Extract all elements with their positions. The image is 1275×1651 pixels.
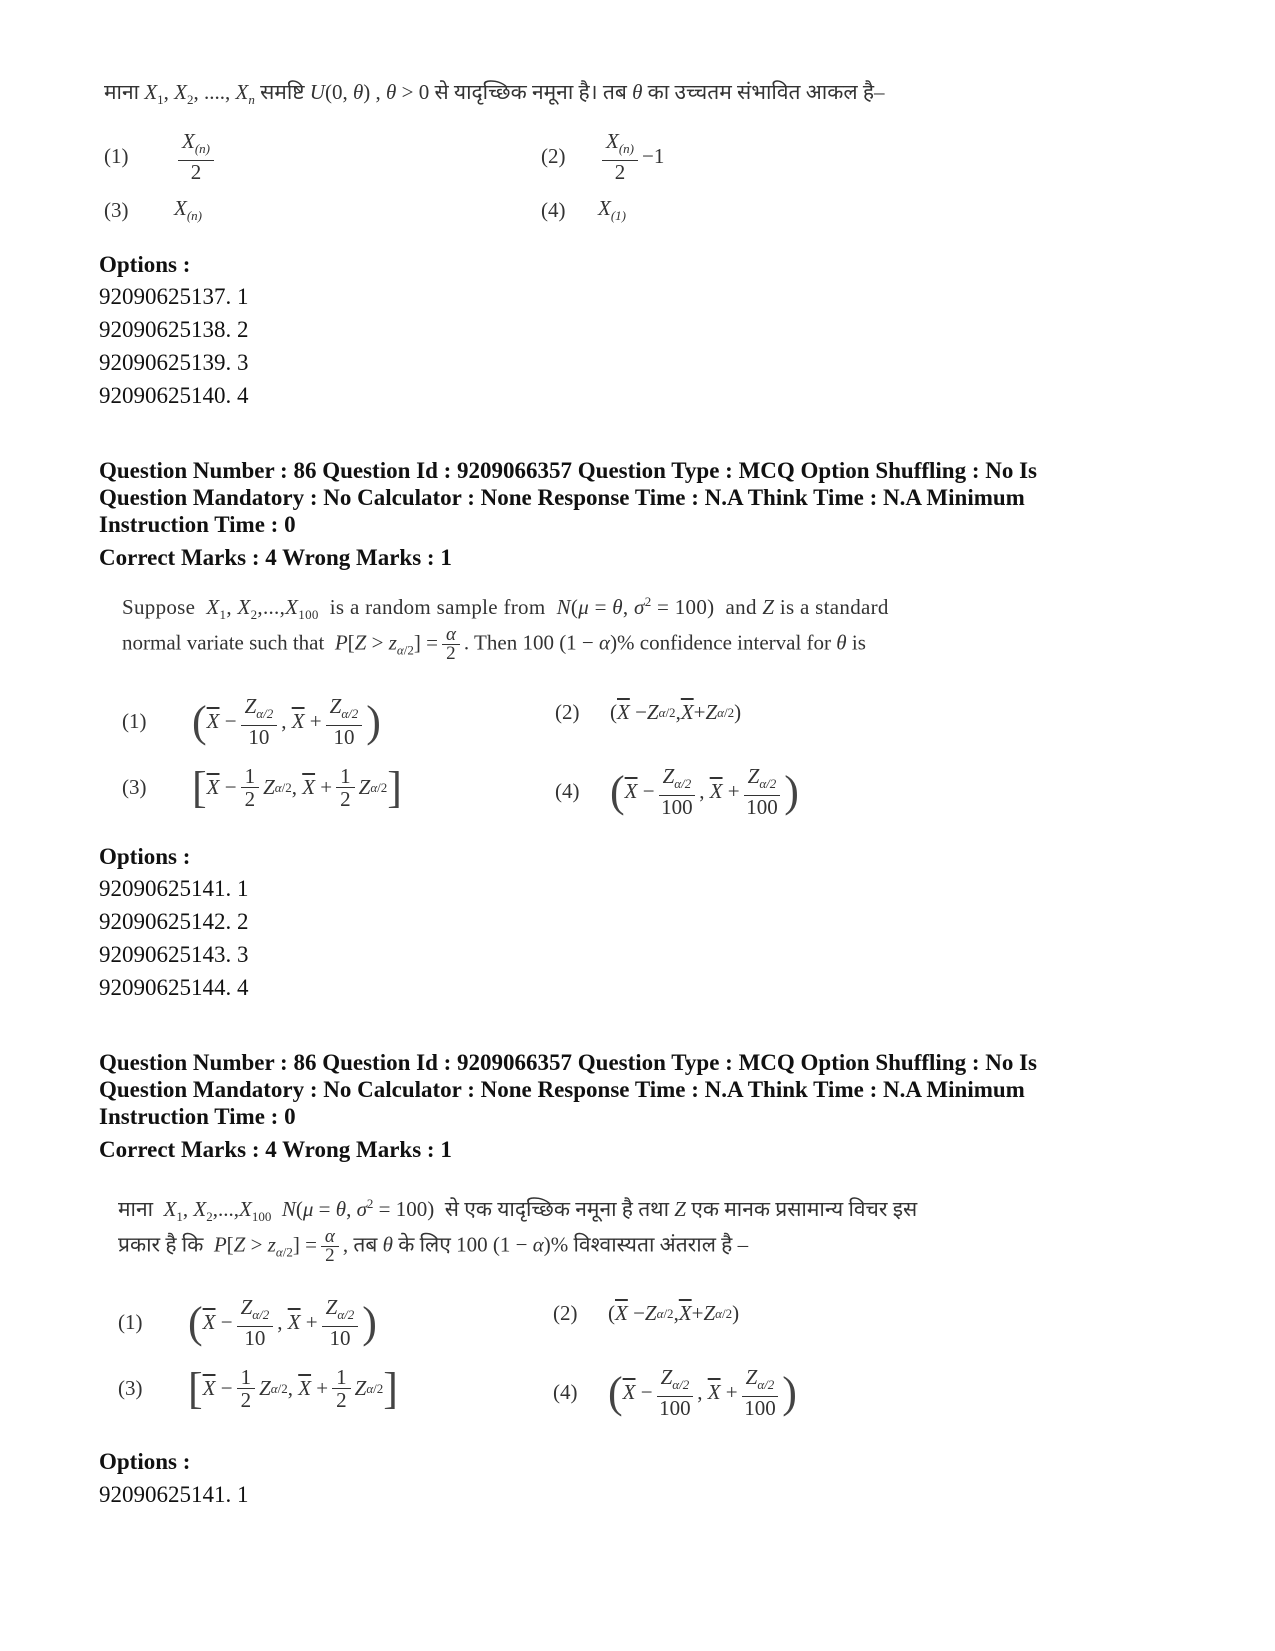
ci-option-4: (4) ( $\overline{X}$ − $\frac{Z_{\alpha/2}}{100}$ , $\overline{X}$ + $\frac{Z_{\alpha/2}}{100}$ ): [553, 1365, 797, 1421]
ci-option-1: (1) ( $\overline{X}$ − $\frac{Z_{\alpha/2}}{10}$ , $\overline{X}$ + $\frac{Z_{\alpha/2}}{10}$ ): [118, 1295, 377, 1351]
question-header-line: Instruction Time : 0: [99, 512, 296, 537]
q86-hi-stem-1: माना $X_1$, $X_2,...,X_{100}$ N(μ = θ, $\sigma^2 = 100$) से एक यादृच्छिक नमूना है तथा Z एक मानक प्रसामान्य विचर इस: [118, 1196, 918, 1225]
option-line: 92090625141. 1: [99, 1482, 249, 1507]
ci-option-2: (2) ( $\overline{X}$ − Z α/2 , $\overline{X}$ + Z α/2 ): [553, 1301, 740, 1325]
marks-line: Correct Marks : 4 Wrong Marks : 1: [99, 1137, 452, 1162]
q86-en-stem-1: Suppose $X_1$, $X_2,...,X_{100}$ is a random sample from N(μ = θ, $\sigma^2 = 100$) and Z is a standard: [122, 594, 889, 623]
q86-en-options-label: Options :: [99, 844, 191, 869]
q86-hi-options-label: Options :: [99, 1449, 191, 1474]
q85-options-label: Options :: [99, 252, 191, 277]
ci-option-3: (3) [ $\overline{X}$ − $\frac{1}{2}$ Z α/2 , $\overline{X}$ + $\frac{1}{2}$ Z α/2 ]: [122, 762, 402, 812]
q85-option-2: (2) $\frac{X_{(n)}}{2}$ −1: [541, 129, 665, 185]
question-header-line: Question Number : 86 Question Id : 9209066357 Question Type : MCQ Option Shuffling : No Is: [99, 1050, 1038, 1075]
question-header-line: Question Mandatory : No Calculator : None Response Time : N.A Think Time : N.A Minimum: [99, 485, 1025, 510]
ci-option-1: (1) ( $\overline{X}$ − $\frac{Z_{\alpha/2}}{10}$ , $\overline{X}$ + $\frac{Z_{\alpha/2}}{10}$ ): [122, 694, 381, 750]
q85-option-1: (1) $\frac{X_{(n)}}{2}$: [104, 130, 218, 183]
ci-option-4: (4) ( $\overline{X}$ − $\frac{Z_{\alpha/2}}{100}$ , $\overline{X}$ + $\frac{Z_{\alpha/2}}{100}$ ): [555, 764, 799, 820]
option-line: 92090625140. 4: [99, 383, 249, 408]
option-line: 92090625141. 1: [99, 876, 249, 901]
q86-en-stem-2: normal variate such that $P[Z > z_{\alpha/2}]$ = $\frac{\alpha}{2}$ . Then 100 (1 − α)% confidence interval for θ is: [122, 624, 866, 664]
q85-stem: माना $X_1$, $X_2$, ...., $X_n$ समष्टि U(0, θ) , θ > 0 से यादृच्छिक नमूना है। तब θ का उच्चतम संभावित आकल है–: [104, 80, 885, 108]
question-header-line: Instruction Time : 0: [99, 1104, 296, 1129]
option-line: 92090625143. 3: [99, 942, 249, 967]
q85-option-3: (3) $X_{(n)}$: [104, 196, 202, 224]
marks-line: Correct Marks : 4 Wrong Marks : 1: [99, 545, 452, 570]
ci-option-3: (3) [ $\overline{X}$ − $\frac{1}{2}$ Z α/2 , $\overline{X}$ + $\frac{1}{2}$ Z α/2 ]: [118, 1363, 398, 1413]
option-line: 92090625137. 1: [99, 284, 249, 309]
option-line: 92090625144. 4: [99, 975, 249, 1000]
q85-option-4: (4) $X_{(1)}$: [541, 196, 626, 224]
ci-option-2: (2) ( $\overline{X}$ − Z α/2 , $\overline{X}$ + Z α/2 ): [555, 700, 742, 724]
question-header-line: Question Mandatory : No Calculator : None Response Time : N.A Think Time : N.A Minimum: [99, 1077, 1025, 1102]
option-line: 92090625138. 2: [99, 317, 249, 342]
q86-hi-stem-2: प्रकार है कि $P[Z > z_{\alpha/2}]$ = $\frac{\alpha}{2}$ , तब θ के लिए 100 (1 − α)% विश्वास्यता अंतराल है –: [118, 1226, 749, 1266]
option-line: 92090625142. 2: [99, 909, 249, 934]
option-line: 92090625139. 3: [99, 350, 249, 375]
question-header-line: Question Number : 86 Question Id : 9209066357 Question Type : MCQ Option Shuffling : No Is: [99, 458, 1038, 483]
